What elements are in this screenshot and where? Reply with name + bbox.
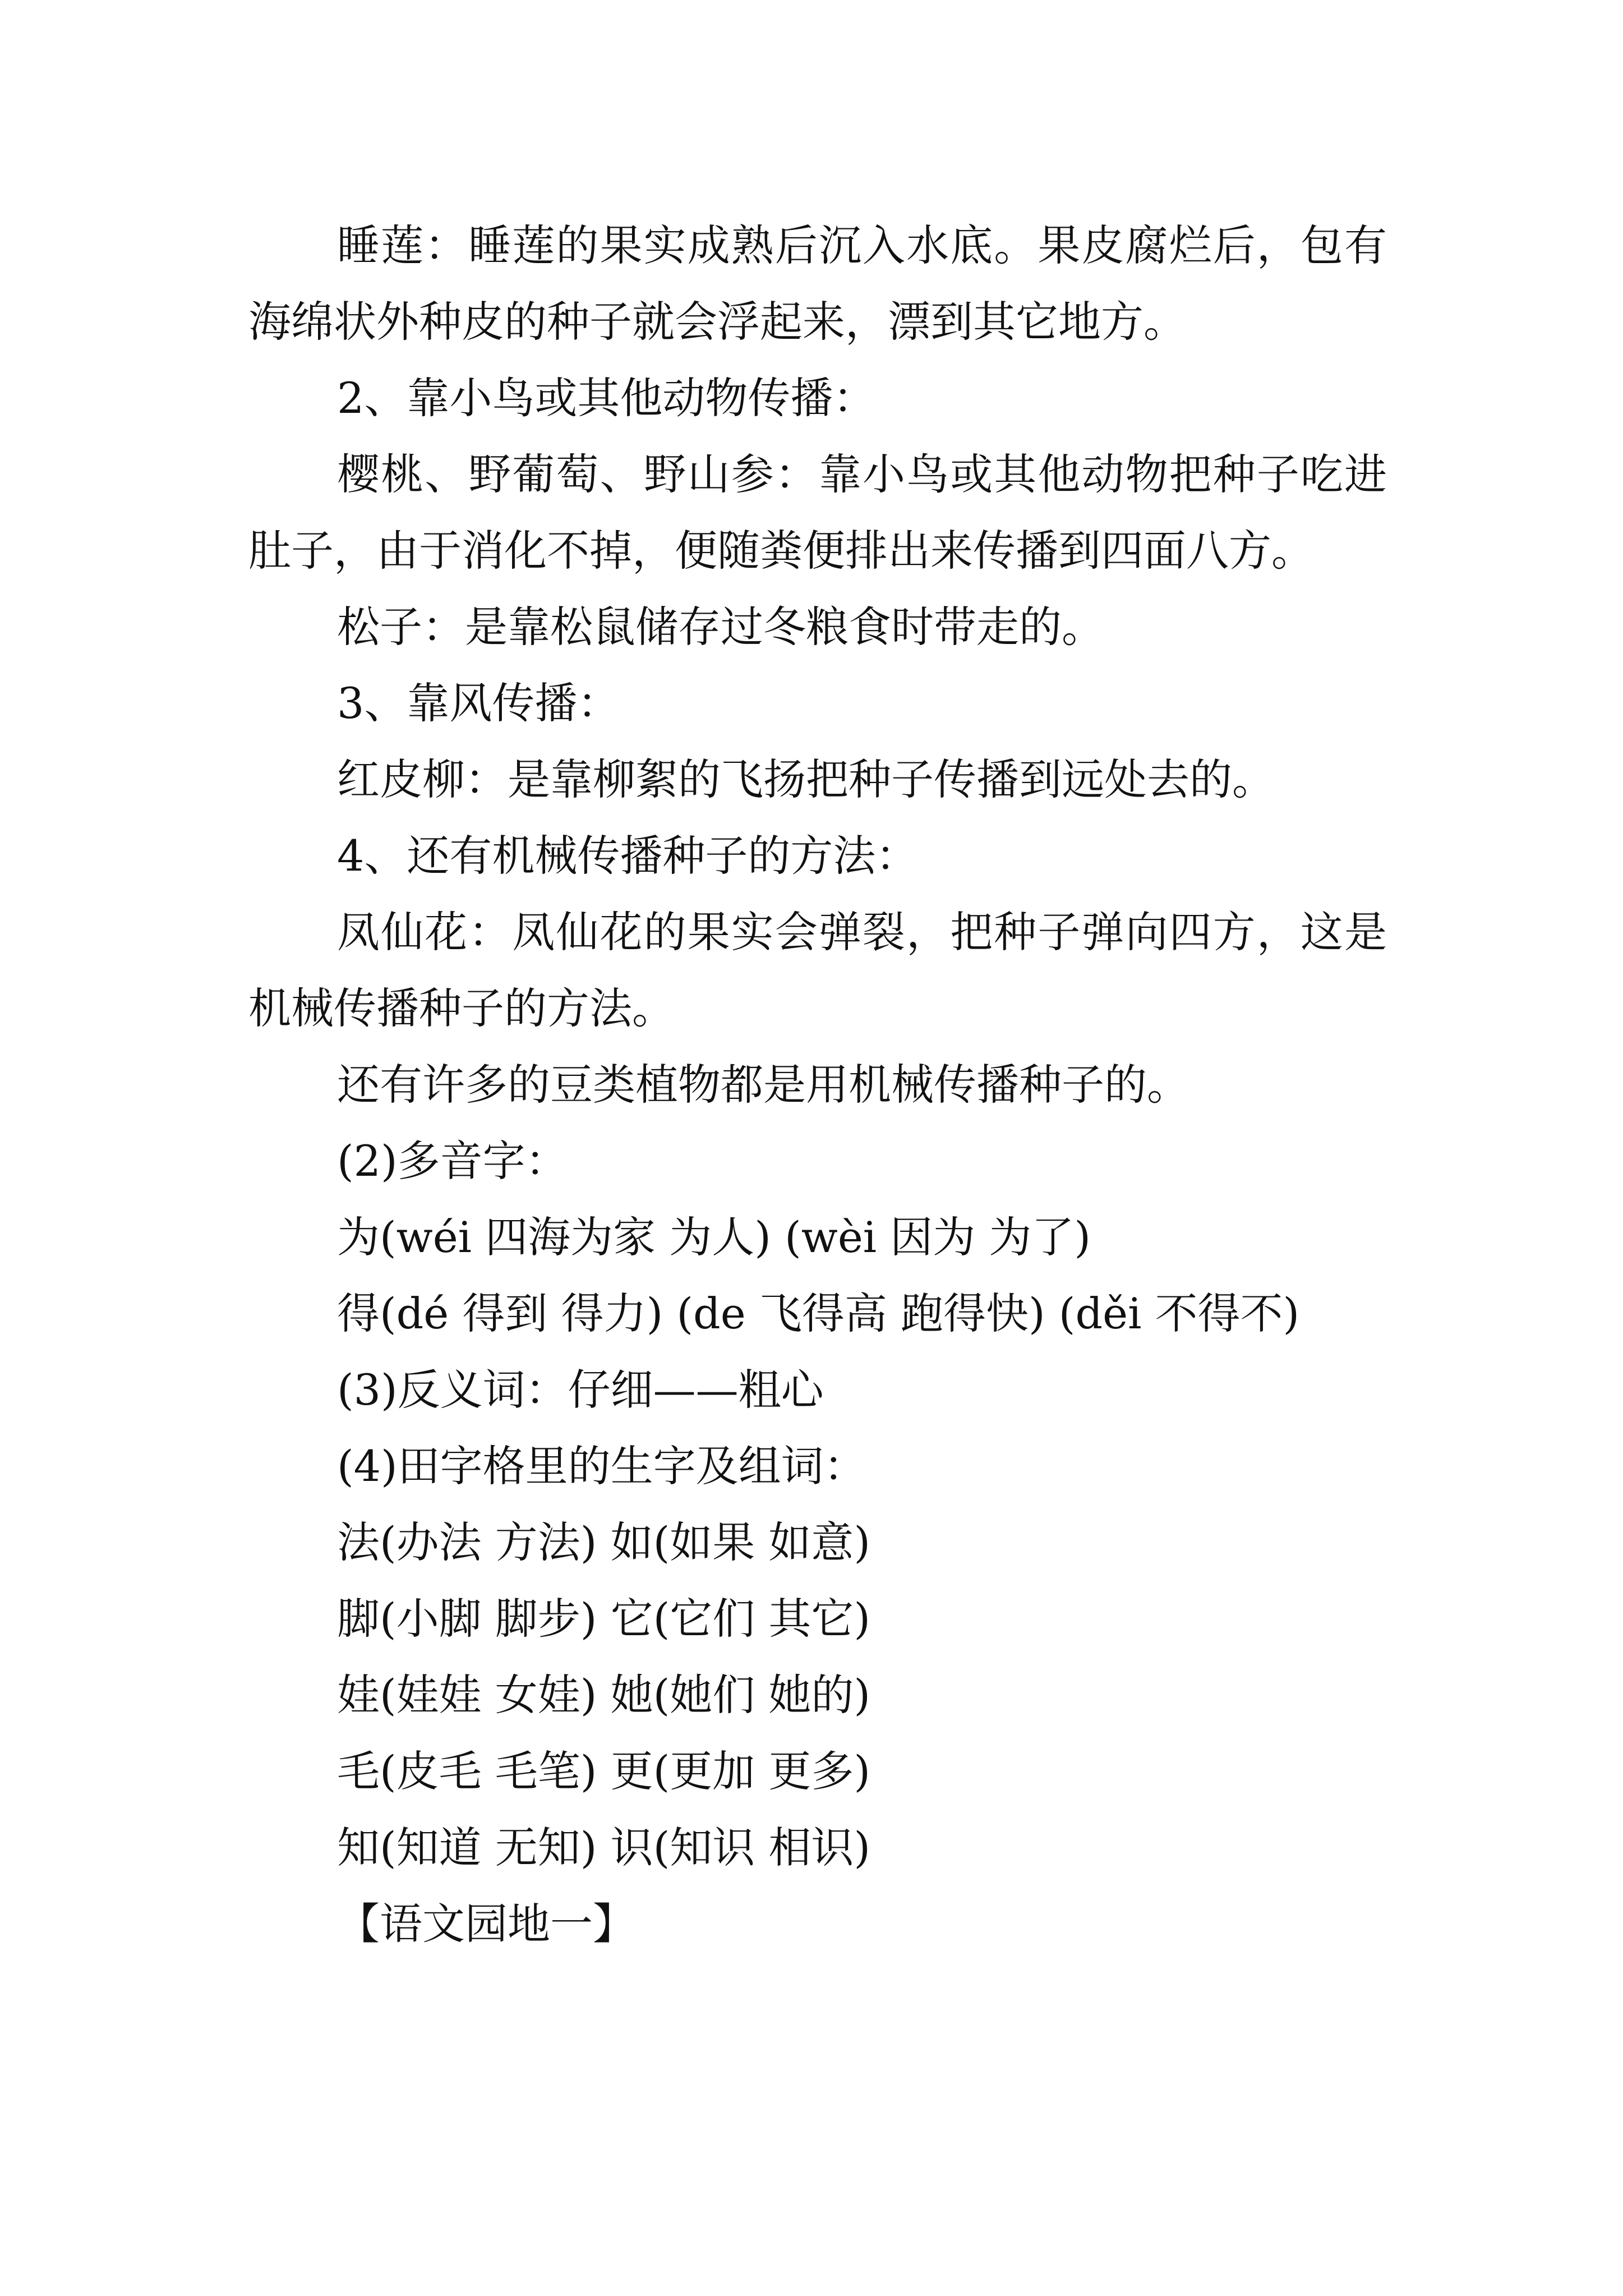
word-group-line: 娃(娃娃 女娃) 她(她们 她的) <box>337 1670 871 1720</box>
paragraph-songzi: 松子：是靠松鼠储存过冬粮食时带走的。 <box>337 602 1104 652</box>
heading-bird-animal-dispersal: 2、靠小鸟或其他动物传播： <box>337 373 876 423</box>
heading-mechanical-dispersal: 4、还有机械传播种子的方法： <box>337 831 919 881</box>
paragraph-yingtao: 樱桃、野葡萄、野山参：靠小鸟或其他动物把种子吃进肚子，由于消化不掉，便随粪便排出来传播到四面八方。 <box>248 449 1387 576</box>
paragraph-fengxianhua: 凤仙花：凤仙花的果实会弹裂，把种子弹向四方，这是机械传播种子的方法。 <box>248 907 1387 1033</box>
word-group-line: 脚(小脚 脚步) 它(它们 其它) <box>337 1594 871 1644</box>
word-group-line: 知(知道 无知) 识(知识 相识) <box>337 1823 871 1872</box>
polyphone-wei: 为(wéi 四海为家 为人) (wèi 因为 为了) <box>337 1212 1091 1262</box>
heading-wind-dispersal: 3、靠风传播： <box>337 678 620 728</box>
section-heading-yuwen-yuandi: 【语文园地一】 <box>337 1899 635 1949</box>
heading-new-characters: (4)田字格里的生字及组词： <box>337 1441 866 1491</box>
polyphone-de: 得(dé 得到 得力) (de 飞得高 跑得快) (děi 不得不) <box>337 1289 1300 1338</box>
antonyms-line: (3)反义词：仔细——粗心 <box>337 1365 824 1415</box>
paragraph-shuilian: 睡莲：睡莲的果实成熟后沉入水底。果皮腐烂后，包有海绵状外种皮的种子就会浮起来，漂到其它地方。 <box>248 220 1387 347</box>
paragraph-legumes: 还有许多的豆类植物都是用机械传播种子的。 <box>337 1060 1189 1110</box>
heading-polyphones: (2)多音字： <box>337 1136 568 1186</box>
word-group-line: 毛(皮毛 毛笔) 更(更加 更多) <box>337 1746 871 1796</box>
paragraph-hongpiliu: 红皮柳：是靠柳絮的飞扬把种子传播到远处去的。 <box>337 754 1275 804</box>
word-group-line: 法(办法 方法) 如(如果 如意) <box>337 1517 871 1567</box>
document-body <box>248 208 1387 1962</box>
